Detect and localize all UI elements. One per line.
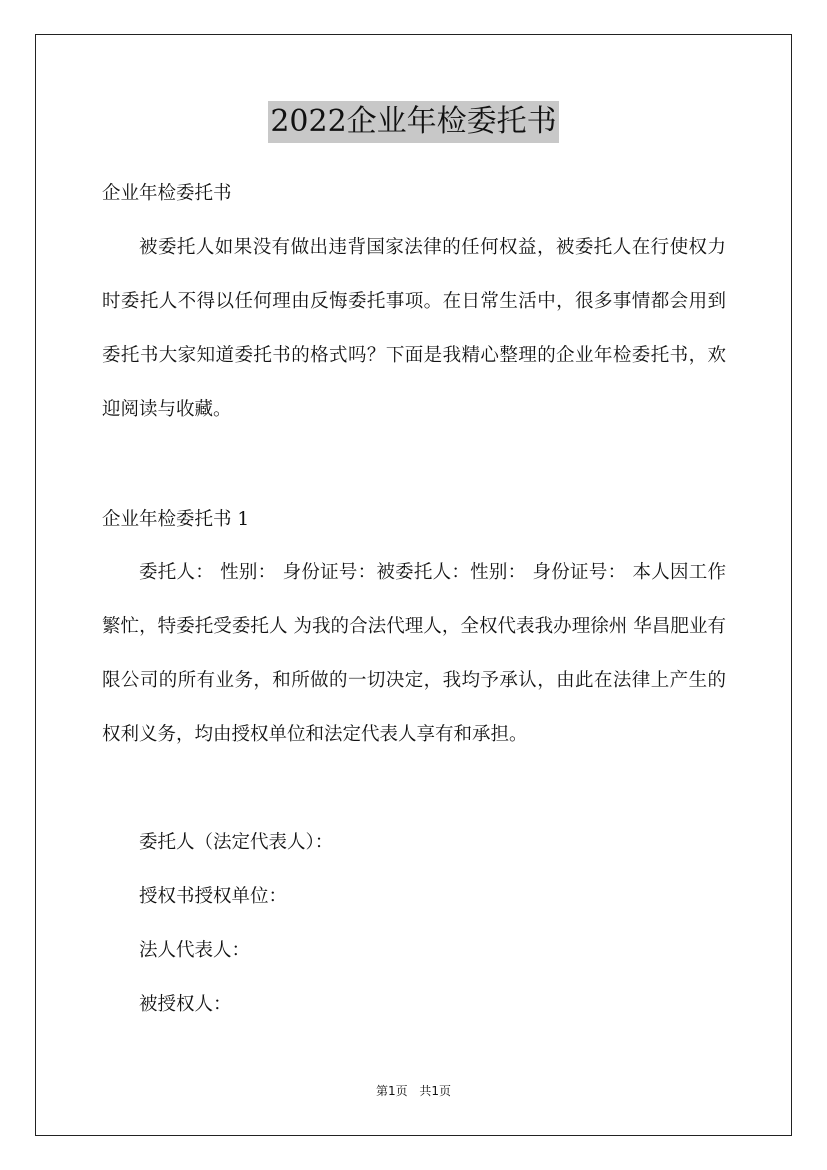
signature-line-agent: 被授权人：	[139, 994, 232, 1015]
section1-heading: 企业年检委托书 1	[102, 509, 250, 530]
signature-line-4-block	[102, 990, 726, 1020]
document-title: 2022企业年检委托书	[268, 101, 558, 143]
page-footer	[0, 1082, 827, 1099]
signature-line-2-block	[102, 882, 726, 912]
signature-line-3-block	[102, 936, 726, 966]
page-total: 共1页	[419, 1084, 452, 1098]
signature-line-unit: 授权书授权单位：	[139, 886, 288, 907]
subheading-block	[102, 179, 726, 209]
section1-heading-block	[102, 505, 726, 535]
document-subheading: 企业年检委托书	[102, 183, 232, 204]
intro-block	[102, 221, 726, 437]
signature-line-principal: 委托人（法定代表人）：	[139, 832, 334, 853]
intro-paragraph: 被委托人如果没有做出违背国家法律的任何权益，被委托人在行使权力时委托人不得以任何理由反悔委托事项。在日常生活中，很多事情都会用到委托书大家知道委托书的格式吗？下面是我精心整理的企业年检委托书，欢迎阅读与收藏。	[102, 237, 726, 420]
title-container	[0, 101, 827, 143]
page-number: 第1页	[375, 1084, 408, 1098]
signature-line-1-block	[102, 828, 726, 858]
signature-line-legal-rep: 法人代表人：	[139, 940, 251, 961]
section1-body-block	[102, 546, 726, 762]
section1-paragraph: 委托人： 性别： 身份证号：被委托人：性别： 身份证号： 本人因工作繁忙，特委托受委托人 为我的合法代理人，全权代表我办理徐州 华昌肥业有限公司的所有业务，和所做的一切决定，我均予承认，由此在法律上产生的权利义务，均由授权单位和法定代表人享有和承担。	[102, 562, 726, 745]
